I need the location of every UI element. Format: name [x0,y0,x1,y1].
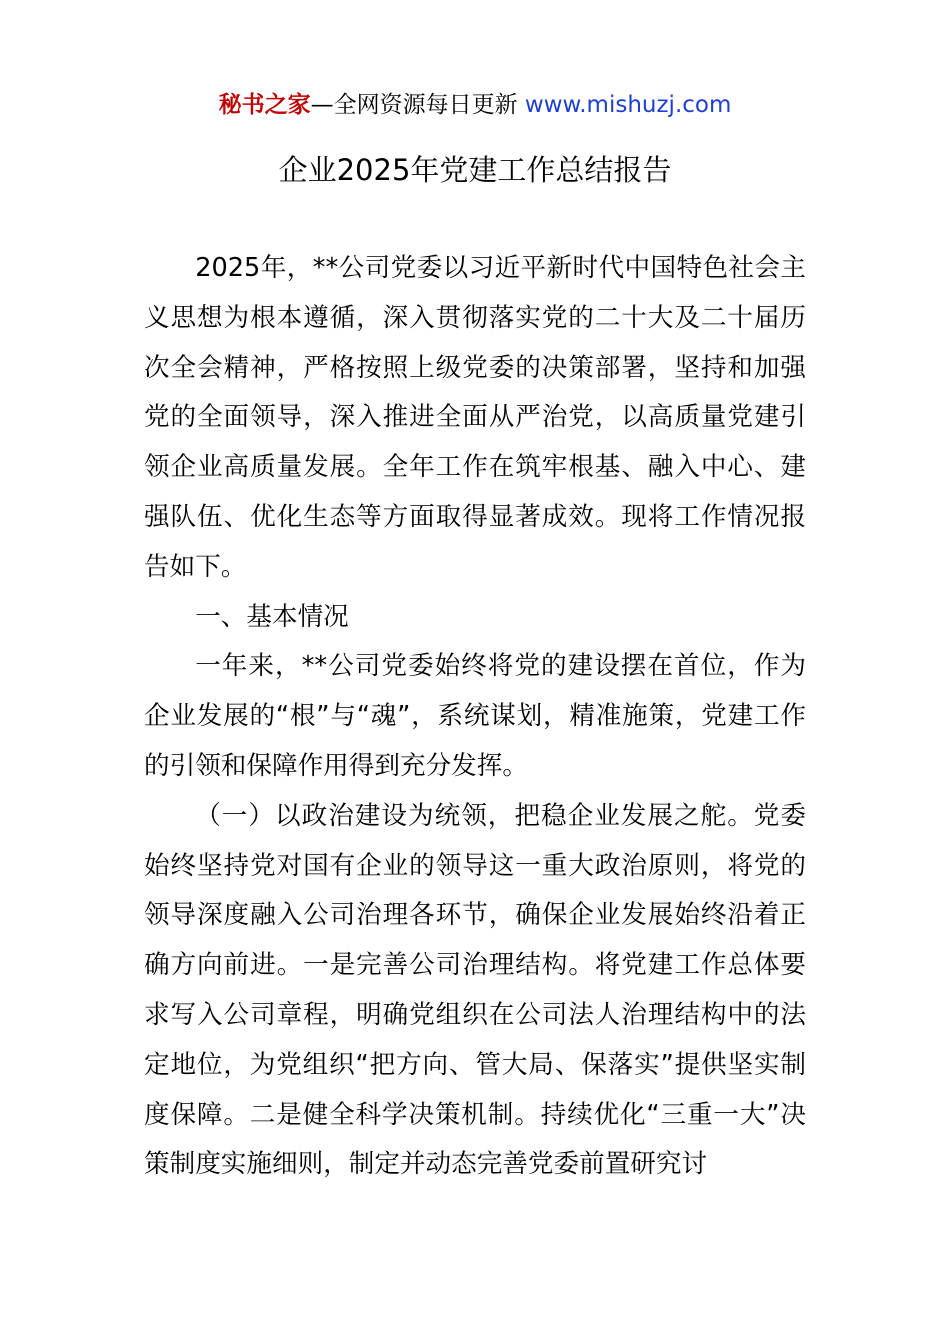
document-title: 企业2025年党建工作总结报告 [278,153,672,187]
section-heading-basic: 一、基本情况 [195,601,349,632]
brand-name: 秘书之家 [218,92,311,118]
intro-paragraph: 2025年，**公司党委以习近平新时代中国特色社会主义思想为根本遵循，深入贯彻落实党的二十大及二十届历次全会精神，严格按照上级党委的决策部署，坚持和加强党的全面领导，深入推进全面从严治党，以高质量党建引领企业高质量发展。全年工作在筑牢根基、融入中心、建强队伍、优化生态等方面取得显著成效。现将工作情况报告如下。 [144,253,806,582]
document-body [144,244,806,1190]
basic-paragraph: 一年来，**公司党委始终将党的建设摆在首位，作为企业发展的“根”与“魂”，系统谋划，精准施策，党建工作的引领和保障作用得到充分发挥。 [144,651,806,781]
site-banner [0,88,950,122]
site-url[interactable]: www.mishuzj.com [524,92,732,118]
political-building-paragraph: （一）以政治建设为统领，把稳企业发展之舵。党委始终坚持党对国有企业的领导这一重大政治原则，将党的领导深度融入公司治理各环节，确保企业发展始终沿着正确方向前进。一是完善公司治理结构。将党建工作总体要求写入公司章程，明确党组织在公司法人治理结构中的法定地位，为党组织“把方向、管大局、保落实”提供坚实制度保障。二是健全科学决策机制。持续优化“三重一大”决策制度实施细则，制定并动态完善党委前置研究讨 [144,800,806,1180]
brand-tagline: —全网资源每日更新 [310,92,525,118]
